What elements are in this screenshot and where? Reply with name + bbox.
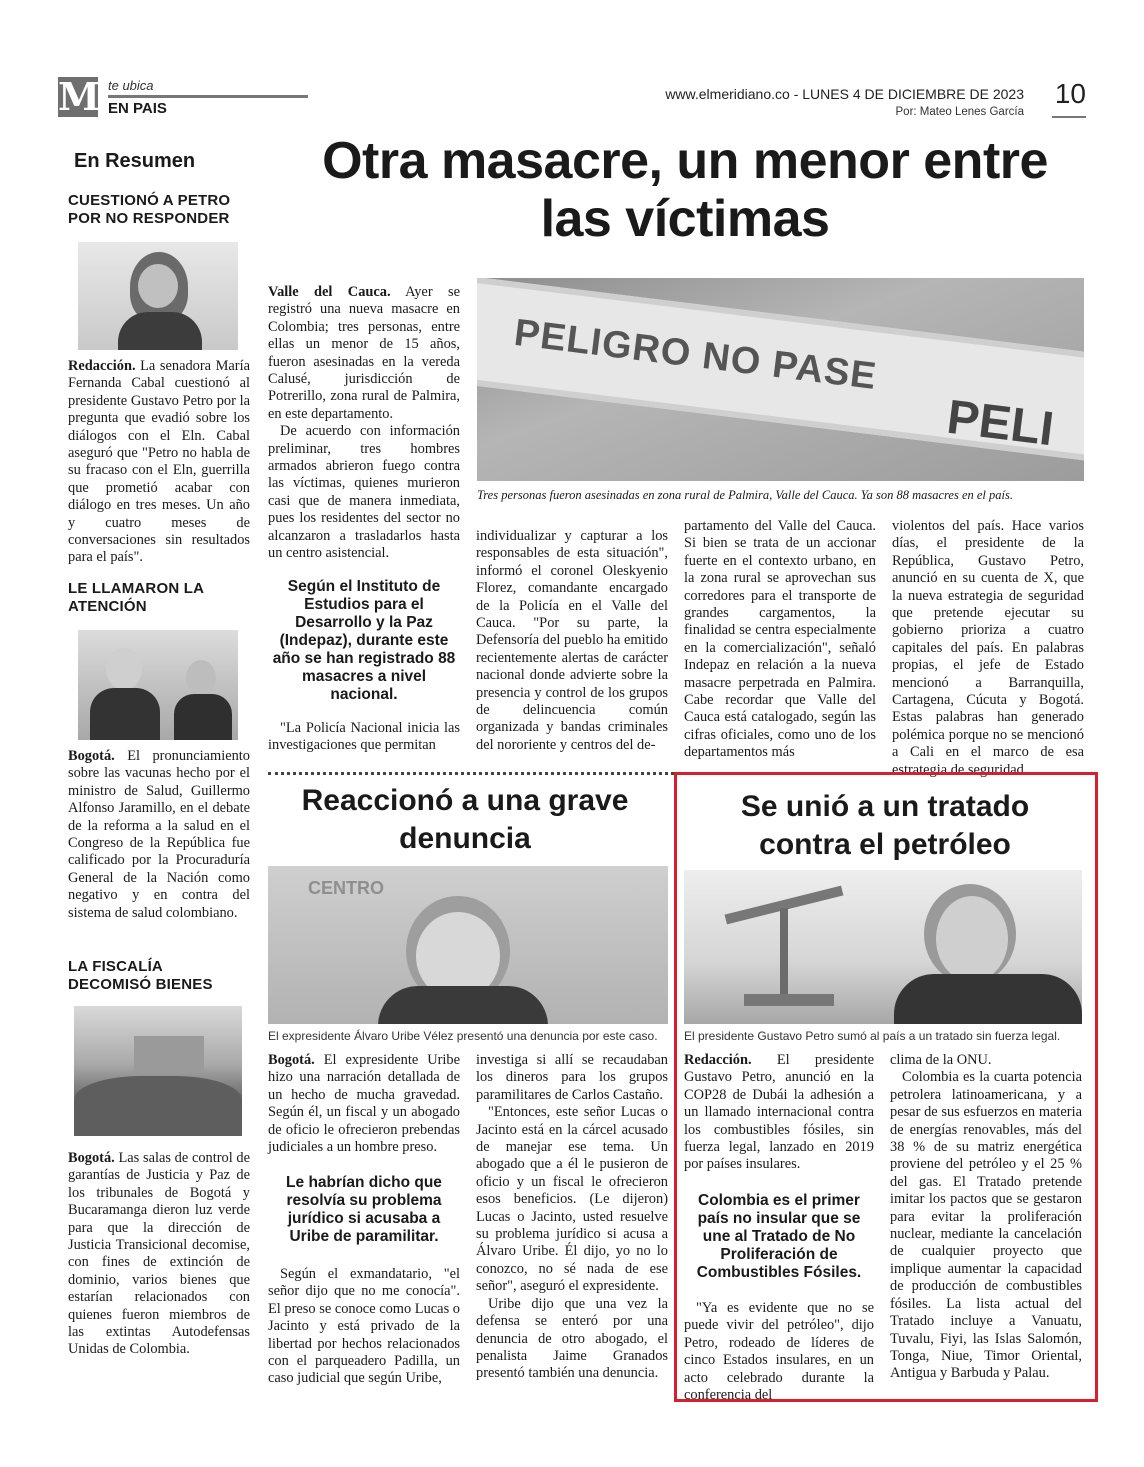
story3-caption: El presidente Gustavo Petro sumó al país a un tratado sin fuerza legal. [684, 1029, 1061, 1043]
sidebar-title: En Resumen [74, 150, 196, 172]
uribe-photo [268, 866, 668, 1024]
story3-col1-p1: El presidente Gustavo Petro, anunció en la COP28 de Dubái la adhesión a un llamado internacional contra los combustibles fósiles, sin fuerza legal, lanzado en 2019 por países insulares. [684, 1052, 874, 1173]
story2-caption: El expresidente Álvaro Uribe Vélez presentó una denuncia por este caso. [268, 1029, 658, 1043]
logo-icon [58, 74, 101, 119]
sidebar-body-2: El pronunciamiento sobre las vacunas hecho por el ministro de Salud, Guillermo Alfonso Jaramillo, en el debate de la reforma a la salud en el Congreso de la República fue calificado por la Procuraduría General de la Nación como negativo y en contra del sistema de salud colombiano. [68, 748, 250, 921]
story3-lead: Redacción. [684, 1052, 752, 1068]
section-name: EN PAIS [108, 100, 167, 117]
sidebar-headline-1: CUESTIONÓ A PETRO POR NO RESPONDER [68, 192, 231, 227]
backdrop-text: CENTRO [308, 878, 384, 898]
story3-col2-p1: clima de la ONU. [890, 1052, 992, 1068]
property-photo [74, 1006, 242, 1136]
main-col-1-bottom [268, 720, 460, 755]
section-kicker: te ubica [108, 78, 154, 93]
story2-col2-p1: investiga si allí se recaudaban los dineros para los grupos paramilitares de Carlos Castaño. [476, 1052, 668, 1103]
sidebar-body-3: Las salas de control de garantías de Justicia y Paz de los tribunales de Bogotá y Bucaramanga dieron luz verde para que la dirección de Justicia Transicional decomise, con fines de extinción de dominio, varios bienes que estarían relacionados con quienes fueron miembros de las extintas Autodefensas Unidas de Colombia. [68, 1150, 250, 1358]
story3-col2-p2: Colombia es la cuarta potencia petrolera latinoamericana, y a pesar de sus esfuerzos en materia de energías renovables, más del 38 % de su matriz energética proviene del petróleo y el 25 % del gas. El Tratado pretende imitar los pactos que se gestaron para evitar la proliferación nuclear, mediante la cancelación de cualquier proyecto que implique aumentar la capacidad de producción de combustibles fósiles. La lista actual del Tratado incluye a Vanuatu, Tuvalu, Fiyi, las Islas Salomón, Tonga, Niue, Timor Oriental, Antigua y Barbuda y Palau. [890, 1069, 1082, 1382]
main-photo-caption: Tres personas fueron asesinadas en zona rural de Palmira, Valle del Cauca. Ya son 88 masacres en el país. [477, 488, 1013, 502]
story2-col2-p2: "Entonces, este señor Lucas o Jacinto está en la cárcel acusado de manejar ese tema. Un abogado que a él le pusieron de oficio y un fiscal le ofrecieron esos beneficios. (Le dijeron) Lucas o Jacinto, usted resuelve su problema jurídico si acusa a Álvaro Uribe. Él dijo, yo no lo conozco, no sé nada de ese señor", aseguró el expresidente. [476, 1104, 668, 1295]
main-pull-quote: Según el Instituto de Estudios para el Desarrollo y la Paz (Indepaz), durante este año se han registrado 88 masacres a nivel nacional. [272, 578, 456, 703]
story2-col-1 [268, 1052, 460, 1156]
main-col1-p1: Ayer se registró una nueva masacre en Colombia; tres personas, entre ellas un menor de 15 años, fueron asesinadas en la vereda Calusé, jurisdicción de Potrerillo, zona rural de Palmira, en este departamento. [268, 284, 460, 422]
petro-oil-photo [684, 870, 1082, 1024]
crime-scene-photo [477, 278, 1084, 481]
page-number-rule [1052, 116, 1086, 118]
tape-text-2: PELI [944, 390, 1057, 457]
page-header [58, 72, 1088, 122]
sidebar-text-1 [68, 358, 250, 567]
story3-col-2 [890, 1052, 1082, 1383]
main-col-2 [476, 528, 668, 754]
main-col2-text: individualizar y capturar a los responsables de esta situación", informó el coronel Oleskyenio Florez, comandante encargado de la Policía en el Valle del Cauca. "Por su parte, la Defensoría del pueblo ha emitido recientemente alertas de carácter nacional donde advierte sobre la presencia y control de los grupos de delincuencia común organizada y bandas criminales del nororiente y centros del de- [476, 528, 668, 753]
dateline: www.elmeridiano.co - LUNES 4 DE DICIEMBRE DE 2023 [665, 86, 1024, 102]
sidebar-headline-2: LE LLAMARON LA ATENCIÓN [68, 580, 204, 615]
main-col-4 [892, 518, 1084, 779]
story2-pull-quote: Le habrían dicho que resolvía su problema jurídico si acusaba a Uribe de paramilitar. [286, 1174, 442, 1245]
section-rule [108, 95, 308, 98]
story2-col2-p3: Uribe dijo que una vez la defensa se enteró por una denuncia de otro abogado, el penalista Jaime Granados presentó también una denuncia. [476, 1295, 668, 1382]
story3-col-1 [684, 1052, 874, 1174]
sidebar-headline-3: LA FISCALÍA DECOMISÓ BIENES [68, 958, 213, 993]
story3-col-1-bottom [684, 1300, 874, 1404]
story2-col-1-bottom [268, 1266, 460, 1388]
story2-col-2 [476, 1052, 668, 1383]
sidebar-lead-2: Bogotá. [68, 748, 115, 764]
story3-col1-p2: "Ya es evidente que no se puede vivir del petróleo", dijo Petro, rodeado de líderes de cinco Estados insulares, en un acto celebrado durante la conferencia del [684, 1300, 874, 1404]
story2-col1-p1: El expresidente Uribe hizo una narración detallada de un hecho de mucha gravedad. Según él, un fiscal y un abogado de oficio le ofrecieron prebendas judiciales a un hombre preso. [268, 1052, 460, 1156]
main-col4-text: violentos del país. Hace varios días, el presidente de la República, Gustavo Petro, anunció en su cuenta de X, que la nueva estrategia de seguridad que pretende ejecutar su gobierno prioriza a cuatro capitales del país. En palabras propias, el jefe de Estado mencionó a Barranquilla, Cartagena, Cúcuta y Bogotá. Estas palabras han generado polémica porque no se mencionó a Cali en el marco de esa estrategia de seguridad. [892, 518, 1084, 778]
main-col-3 [684, 518, 876, 762]
byline: Por: Mateo Lenes García [895, 106, 1024, 118]
story2-col1-p2: Según el exmandatario, "el señor dijo que no me conocía". El preso se conoce como Lucas o Jacinto y está privado de la libertad por hechos relacionados con el parqueadero Padilla, un caso judicial que según Uribe, [268, 1266, 460, 1387]
main-col1-p3: "La Policía Nacional inicia las investigaciones que permitan [268, 720, 460, 754]
main-col3-text: partamento del Valle del Cauca. Si bien se trata de un accionar fuerte en el contexto urbano, en la zona rural se aprovechan sus corredores para el transporte de grandes cargamentos, la finalidad se centra especialmente en la comercialización", señaló Indepaz en relación a la nueva masacre perpetrada en Palmira. Cabe recordar que Valle del Cauca está catalogado, según las cifras oficiales, como uno de los departamentos más [684, 518, 876, 761]
section-divider [268, 772, 674, 778]
sidebar-lead-1: Redacción. [68, 358, 136, 374]
story3-pull-quote: Colombia es el primer país no insular que se une al Tratado de No Proliferación de Combustibles Fósiles. [696, 1192, 862, 1281]
main-col-1 [268, 284, 460, 563]
logo-letter: M [58, 74, 101, 119]
sidebar-text-3 [68, 1150, 250, 1359]
sidebar-body-1: La senadora María Fernanda Cabal cuestionó al presidente Gustavo Petro por la pregunta que evadió sobre los diálogos con el Eln. Cabal aseguró que "Petro no habla de su fracaso con el Eln, guerrilla que prometió acabar con diálogo en tres meses. Un año y cuatro meses de conversaciones sin resultados para el país". [68, 358, 250, 566]
story2-lead: Bogotá. [268, 1052, 315, 1068]
sidebar-summary [60, 140, 250, 1400]
sidebar-lead-3: Bogotá. [68, 1150, 115, 1166]
minister-photo [78, 630, 238, 740]
story2-headline: Reaccionó a una grave denuncia [301, 784, 629, 855]
cabal-photo [78, 242, 238, 350]
main-headline: Otra masacre, un menor entre las víctimas [322, 132, 1048, 248]
sidebar-text-2 [68, 748, 250, 922]
main-col1-p2: De acuerdo con información preliminar, tres hombres armados abrieron fuego contra las víctimas, quienes murieron casi que de manera inmediata, pues los residentes del sector no alcanzaron a trasladarlos hasta un centro asistencial. [268, 423, 460, 562]
tape-text: PELIGRO NO PASE [511, 311, 880, 399]
page-number: 10 [1054, 78, 1086, 109]
story3-headline: Se unió a un tratado contra el petróleo [740, 790, 1030, 861]
main-lead: Valle del Cauca. [268, 284, 391, 300]
